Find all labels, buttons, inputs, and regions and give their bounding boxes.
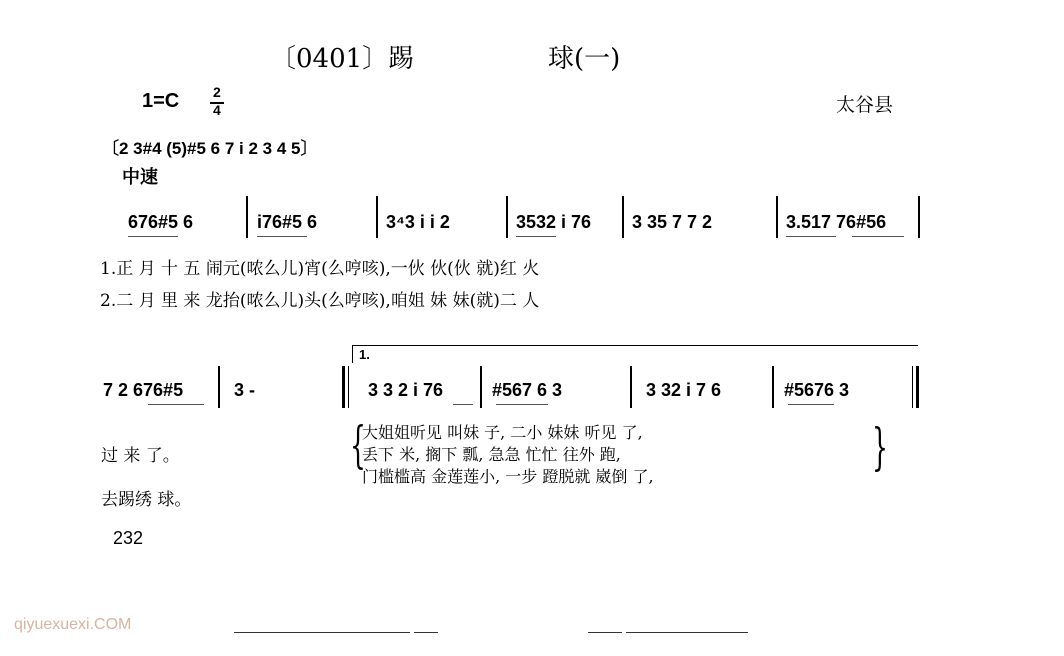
measure: 3 3 2 i 76 bbox=[368, 380, 444, 400]
watermark: qiyuexuexi.COM bbox=[14, 616, 132, 633]
measure: 3 35 7 7 2 bbox=[632, 212, 713, 232]
right-brace: } bbox=[872, 418, 888, 476]
verse-line-2: 2.二 月 里 来 龙抬(哝么儿)头(么哼咳),咱姐 妹 妹(就)二 人 bbox=[100, 291, 540, 311]
catalog-number: 〔0401〕 bbox=[270, 44, 389, 74]
lyric-line-a: 过 来 了。 bbox=[101, 446, 180, 466]
measure: 3 32 i 7 6 bbox=[646, 380, 722, 400]
key-signature: 1=C bbox=[142, 90, 180, 112]
stanza-line: 大姐姐听见 叫妹 子, 二小 妹妹 听见 了, bbox=[362, 423, 643, 442]
measure: 676#5 6 bbox=[128, 212, 194, 232]
measure: 3 - bbox=[234, 380, 256, 400]
tempo-marking: 中速 bbox=[122, 167, 158, 188]
verse-line-1: 1.正 月 十 五 闹元(哝么儿)宵(么哼咳),一伙 伙(伙 就)红 火 bbox=[100, 259, 540, 279]
measure: 3⁴3 i i 2 bbox=[386, 212, 450, 232]
measure: #567 6 3 bbox=[492, 380, 563, 400]
lyric-line-b: 去踢绣 球。 bbox=[101, 490, 192, 510]
measure: i76#5 6 bbox=[257, 212, 318, 232]
page-number: 232 bbox=[113, 528, 144, 548]
time-signature-top: 2 bbox=[213, 84, 221, 100]
time-signature-bottom: 4 bbox=[213, 102, 221, 118]
measure: 3532 i 76 bbox=[516, 212, 592, 232]
scale-notation: 〔2 3#4 (5)#5 6 7 i 2 3 4 5〕 bbox=[102, 139, 318, 158]
title-main: 踢 bbox=[388, 44, 415, 74]
measure: 3.517 76#56 bbox=[786, 212, 887, 232]
left-brace: { bbox=[350, 416, 366, 474]
title-tail: 球(一) bbox=[548, 44, 621, 74]
measure: 7 2 676#5 bbox=[103, 380, 184, 400]
measure: #5676 3 bbox=[784, 380, 850, 400]
ending-one-mark: 1. bbox=[359, 347, 370, 362]
stanza-line: 门槛槛高 金莲莲小, 一步 蹬脱就 崴倒 了, bbox=[362, 467, 654, 486]
stanza-line: 丢下 米, 搁下 瓢, 急急 忙忙 往外 跑, bbox=[362, 445, 621, 464]
region-label: 太谷县 bbox=[836, 94, 894, 116]
